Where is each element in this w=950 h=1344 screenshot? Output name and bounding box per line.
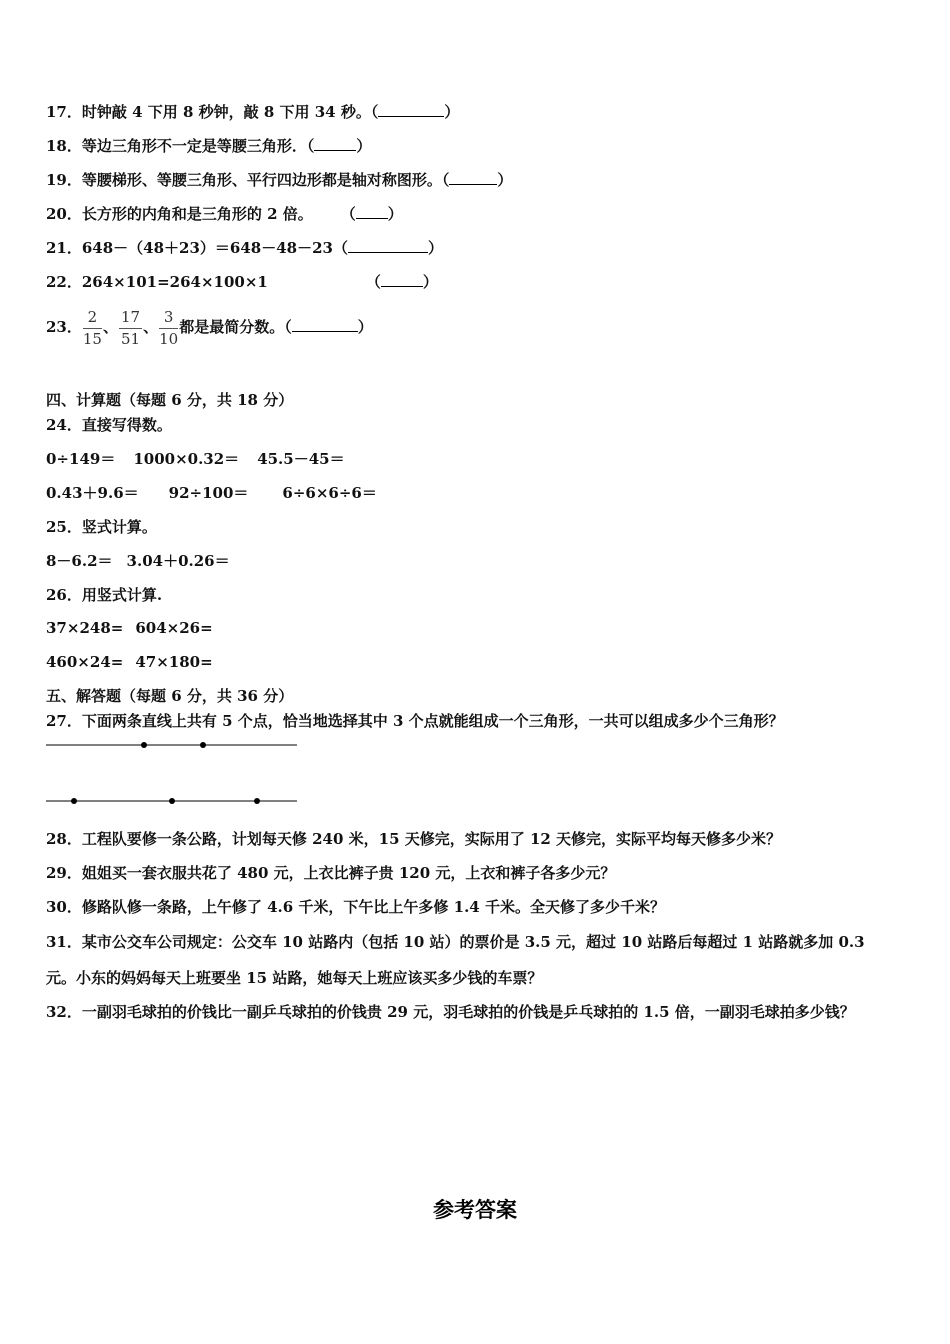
point [141,742,147,748]
question-22: 22．264×101=264×100×1 （ ） [46,273,438,291]
point [71,798,77,804]
question-24-row-1: 0÷149＝ 1000×0.32＝ 45.5－45＝ [46,450,345,468]
question-number: 19． [46,171,82,189]
section-5-title: 五、解答题（每题 6 分，共 36 分） [46,687,294,705]
question-text: 等边三角形不一定是等腰三角形．（ [81,137,315,155]
question-26-row-2: 460×24= 47×180= [46,653,213,671]
question-30: 30．修路队修一条路，上午修了 4.6 千米，下午比上午多修 1.4 千米。全天修了多少千米？ [46,898,665,916]
fraction-3: $\frac{3}{10}$ [159,307,179,348]
question-20: 20．长方形的内角和是三角形的 2 倍。 （ ） [46,205,403,223]
fraction-2: $\frac{17}{51}$ [120,307,141,348]
question-text: 都是最简分数。（ [179,318,292,336]
fraction-1: $\frac{2}{15}$ [82,307,102,348]
question-18: 18．等边三角形不一定是等腰三角形．（ ） [46,137,372,155]
question-number: 20． [46,205,82,223]
question-17: 17．时钟敲 4 下用 8 秒钟，敲 8 下用 34 秒。（ ） [46,103,460,121]
question-text: 长方形的内角和是三角形的 2 倍。 [81,205,313,223]
question-text: 等腰梯形、等腰三角形、平行四边形都是轴对称图形。（ [81,171,450,189]
question-32: 32．一副羽毛球拍的价钱比一副乒乓球拍的价钱贵 29 元，羽毛球拍的价钱是乒乓球拍的 1.5 倍，一副羽毛球拍多少钱？ [46,1003,855,1021]
question-text: 时钟敲 4 下用 8 秒钟，敲 8 下用 34 秒。（ [81,103,379,121]
question-25-row-1: 8－6.2＝ 3.04＋0.26＝ [46,552,230,570]
question-number: 23． [46,318,82,336]
question-29: 29．姐姐买一套衣服共花了 480 元，上衣比裤子贵 120 元，上衣和裤子各多少元？ [46,864,616,882]
question-number: 21． [46,239,82,257]
point [200,742,206,748]
question-number: 18． [46,137,82,155]
question-number: 17． [46,103,82,121]
question-25-title: 25．竖式计算。 [46,518,157,536]
point [254,798,260,804]
question-text: 264×101=264×100×1 [81,273,268,291]
answers-title: 参考答案 [433,1197,517,1222]
question-31-line-2: 元。小东的妈妈每天上班要坐 15 站路，她每天上班应该买多少钱的车票？ [46,969,543,987]
point [169,798,175,804]
question-27: 27．下面两条直线上共有 5 个点，恰当地选择其中 3 个点就能组成一个三角形，一共可以组成多少个三角形？ [46,712,784,730]
question-21: 21．648－（48＋23）＝648－48－23（ ） [46,239,444,257]
question-number: 22． [46,273,82,291]
question-19: 19．等腰梯形、等腰三角形、平行四边形都是轴对称图形。（ ） [46,171,513,189]
question-23: 23． $\frac{2}{15}$ 、 $\frac{17}{51}$ 、 $\frac{3}{10}$ 都是最简分数。（ ） [46,307,373,348]
question-24-title: 24．直接写得数。 [46,416,172,434]
question-26-title: 26．用竖式计算. [46,586,163,604]
question-text: 648－（48＋23）＝648－48－23（ [81,239,348,257]
question-31-line-1: 31．某市公交车公司规定：公交车 10 站路内（包括 10 站）的票价是 3.5 元，超过 10 站路后每超过 1 站路就多加 0.3 [46,933,865,951]
question-26-row-1: 37×248= 604×26= [46,619,213,637]
question-28: 28．工程队要修一条公路，计划每天修 240 米，15 天修完，实际用了 12 天修完，实际平均每天修多少米？ [46,830,782,848]
question-24-row-2: 0.43＋9.6＝ 92÷100＝ 6÷6×6÷6＝ [46,484,377,502]
section-4-title: 四、计算题（每题 6 分，共 18 分） [46,391,294,409]
